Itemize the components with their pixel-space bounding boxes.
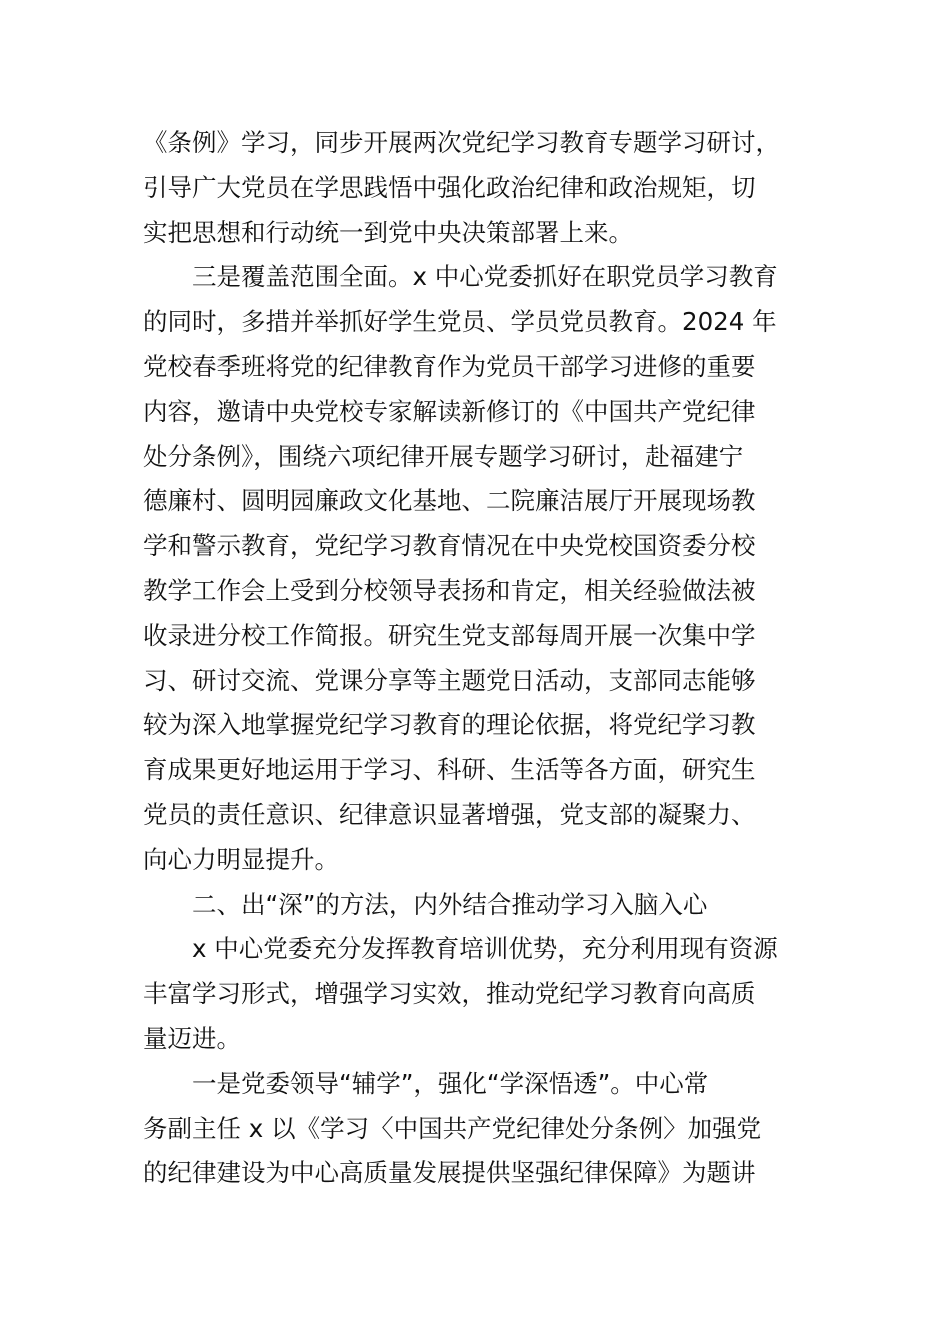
text-line: 的同时，多措并举抓好学生党员、学员党员教育。2024 年: [143, 307, 777, 337]
text-line: 党员的责任意识、纪律意识显著增强，党支部的凝聚力、: [143, 799, 756, 829]
text-line: 引导广大党员在学思践悟中强化政治纪律和政治规矩，切: [143, 172, 756, 202]
paragraph-start-line: 三是覆盖范围全面。x 中心党委抓好在职党员学习教育: [192, 262, 778, 292]
text-line: 务副主任 x 以《学习〈中国共产党纪律处分条例〉加强党: [143, 1113, 762, 1143]
text-line: 向心力明显提升。: [143, 844, 339, 874]
text-line: 较为深入地掌握党纪学习教育的理论依据，将党纪学习教: [143, 710, 756, 740]
text-line: 的纪律建设为中心高质量发展提供坚强纪律保障》为题讲: [143, 1158, 756, 1188]
text-line: 党校春季班将党的纪律教育作为党员干部学习进修的重要: [143, 351, 756, 381]
text-line: 育成果更好地运用于学习、科研、生活等各方面，研究生: [143, 755, 756, 785]
text-line: 量迈进。: [143, 1023, 241, 1053]
document-body: [143, 121, 805, 1196]
text-line: 处分条例》，围绕六项纪律开展专题学习研讨，赴福建宁: [143, 441, 744, 471]
text-line: 学和警示教育，党纪学习教育情况在中央党校国资委分校: [143, 531, 756, 561]
paragraph-start-line: 一是党委领导“辅学”，强化“学深悟透”。中心常: [192, 1068, 709, 1098]
text-line: 内容，邀请中央党校专家解读新修订的《中国共产党纪律: [143, 396, 756, 426]
section-heading: 二、出“深”的方法，内外结合推动学习入脑入心: [192, 889, 708, 919]
text-line: 教学工作会上受到分校领导表扬和肯定，相关经验做法被: [143, 575, 756, 605]
text-line: 收录进分校工作简报。研究生党支部每周开展一次集中学: [143, 620, 756, 650]
text-line: 习、研讨交流、党课分享等主题党日活动，支部同志能够: [143, 665, 756, 695]
paragraph-start-line: x 中心党委充分发挥教育培训优势，充分利用现有资源: [192, 934, 778, 964]
text-line: 《条例》学习，同步开展两次党纪学习教育专题学习研讨，: [143, 128, 780, 157]
text-line: 丰富学习形式，增强学习实效，推动党纪学习教育向高质: [143, 979, 756, 1009]
text-line: 实把思想和行动统一到党中央决策部署上来。: [143, 217, 633, 247]
text-line: 德廉村、圆明园廉政文化基地、二院廉洁展厅开展现场教: [143, 486, 756, 516]
